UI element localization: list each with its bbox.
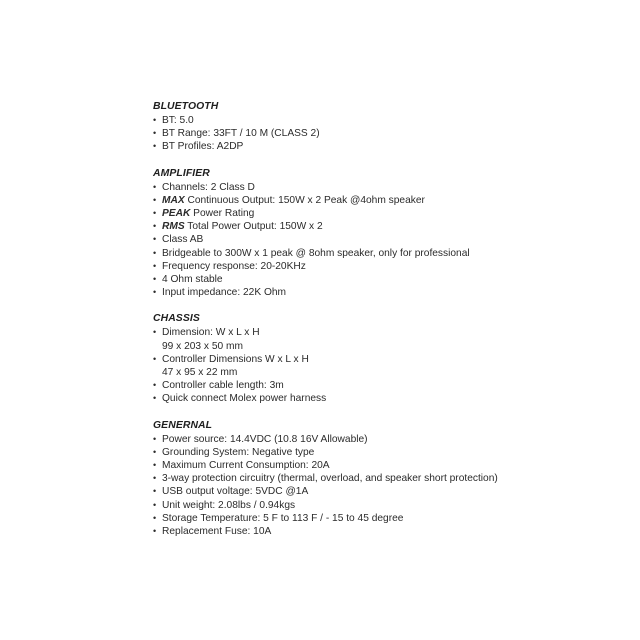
spec-item	[153, 433, 623, 446]
bullet-icon: •	[153, 234, 157, 245]
spec-item	[153, 127, 623, 140]
bullet-icon: •	[153, 181, 157, 192]
spec-item	[153, 194, 623, 207]
bullet-icon: •	[153, 208, 157, 219]
bullet-icon: •	[153, 274, 157, 285]
spec-item	[153, 392, 623, 405]
bullet-icon: •	[153, 327, 157, 338]
spec-item	[153, 247, 623, 260]
spec-list	[153, 433, 623, 539]
spec-text: 3-way protection circuitry (thermal, overload, and speaker short protection)	[162, 473, 498, 485]
section-title: AMPLIFIER	[153, 167, 210, 179]
spec-text: 4 Ohm stable	[162, 274, 223, 286]
spec-item	[153, 326, 623, 352]
bullet-icon: •	[153, 499, 157, 510]
spec-emphasis: MAX	[162, 194, 185, 206]
section-title: BLUETOOTH	[153, 101, 219, 112]
spec-list	[153, 114, 623, 154]
bullet-icon: •	[153, 141, 157, 152]
spec-text: Channels: 2 Class D	[162, 181, 255, 193]
spec-text: Dimension: W x L x H	[162, 327, 260, 339]
spec-item	[153, 286, 623, 299]
spec-text: Class AB	[162, 234, 204, 246]
spec-text: Storage Temperature: 5 F to 113 F / - 15 to 45 degree	[162, 512, 404, 524]
spec-item	[153, 181, 623, 194]
spec-list	[153, 326, 623, 405]
bullet-icon: •	[153, 526, 157, 537]
spec-sheet	[153, 100, 623, 551]
spec-item	[153, 140, 623, 153]
bullet-icon: •	[153, 115, 157, 125]
spec-text: BT Range: 33FT / 10 M (CLASS 2)	[162, 128, 320, 140]
spec-item	[153, 525, 623, 538]
spec-list	[153, 181, 623, 300]
bullet-icon: •	[153, 460, 157, 471]
spec-item	[153, 353, 623, 379]
bullet-icon: •	[153, 287, 157, 298]
spec-item	[153, 446, 623, 459]
bullet-icon: •	[153, 393, 157, 404]
bullet-icon: •	[153, 486, 157, 497]
section-title: GENERNAL	[153, 419, 213, 431]
spec-text: Bridgeable to 300W x 1 peak @ 8ohm speaker, only for professional	[162, 247, 470, 259]
spec-item	[153, 114, 623, 127]
bullet-icon: •	[153, 221, 157, 232]
spec-item	[153, 485, 623, 498]
spec-text: Frequency response: 20-20KHz	[162, 260, 306, 272]
spec-section-bluetooth	[153, 100, 623, 154]
spec-text: Power source: 14.4VDC (10.8 16V Allowable)	[162, 433, 368, 445]
spec-text: Input impedance: 22K Ohm	[162, 287, 287, 299]
bullet-icon: •	[153, 473, 157, 484]
bullet-icon: •	[153, 128, 157, 139]
spec-text: Continuous Output: 150W x 2 Peak @4ohm speaker	[184, 194, 425, 206]
section-title: CHASSIS	[153, 313, 200, 325]
spec-text: BT Profiles: A2DP	[162, 141, 244, 153]
bullet-icon: •	[153, 260, 157, 271]
spec-text: Quick connect Molex power harness	[162, 393, 327, 405]
spec-section-genernal	[153, 419, 623, 539]
spec-continuation: 99 x 203 x 50 mm	[162, 340, 243, 352]
spec-item	[153, 459, 623, 472]
bullet-icon: •	[153, 433, 157, 444]
spec-item	[153, 512, 623, 525]
spec-item	[153, 379, 623, 392]
spec-text: USB output voltage: 5VDC @1A	[162, 486, 309, 498]
spec-item	[153, 233, 623, 246]
spec-text: Controller cable length: 3m	[162, 380, 284, 392]
spec-text: BT: 5.0	[162, 115, 194, 126]
spec-emphasis: PEAK	[162, 208, 191, 220]
spec-text: Controller Dimensions W x L x H	[162, 353, 309, 365]
spec-text: Unit weight: 2.08lbs / 0.94kgs	[162, 499, 296, 511]
spec-text: Power Rating	[190, 208, 255, 220]
spec-continuation: 47 x 95 x 22 mm	[162, 367, 238, 379]
spec-text: Total Power Output: 150W x 2	[184, 221, 323, 233]
bullet-icon: •	[153, 380, 157, 391]
spec-emphasis: RMS	[162, 221, 185, 233]
spec-item	[153, 499, 623, 512]
bullet-icon: •	[153, 247, 157, 258]
spec-item	[153, 220, 623, 233]
spec-text: Maximum Current Consumption: 20A	[162, 460, 330, 472]
spec-item	[153, 273, 623, 286]
spec-text: Replacement Fuse: 10A	[162, 526, 272, 538]
bullet-icon: •	[153, 353, 157, 364]
spec-item	[153, 260, 623, 273]
spec-text: Grounding System: Negative type	[162, 446, 315, 458]
spec-item	[153, 472, 623, 485]
spec-item	[153, 207, 623, 220]
bullet-icon: •	[153, 446, 157, 457]
spec-section-amplifier	[153, 167, 623, 300]
bullet-icon: •	[153, 194, 157, 205]
bullet-icon: •	[153, 512, 157, 523]
spec-section-chassis	[153, 312, 623, 405]
